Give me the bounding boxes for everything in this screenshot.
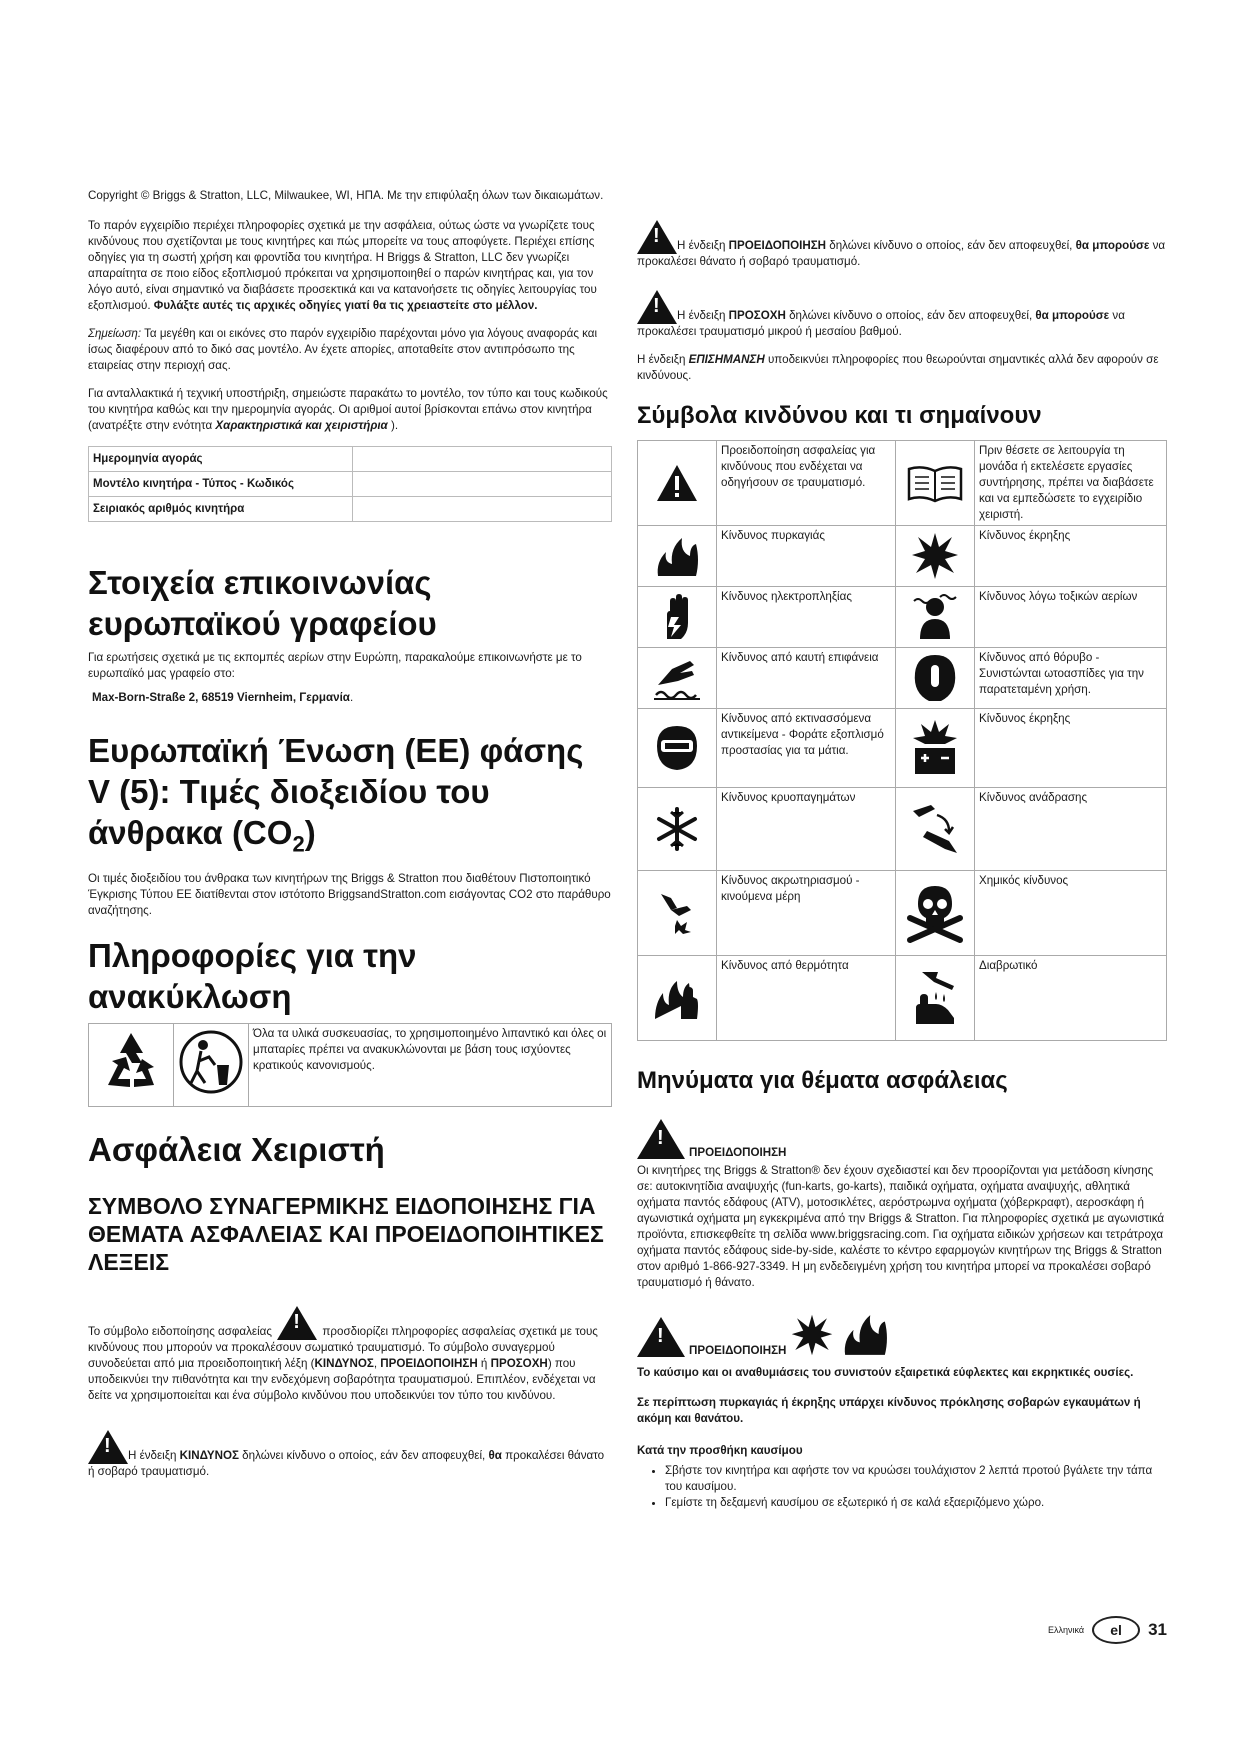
parts-paragraph xyxy=(88,386,612,434)
table-row xyxy=(89,472,612,497)
symbol-text-b: προσδιορίζει πληροφορίες ασφαλείας σχετικά με τους κινδύνους που μπορούν να προκαλέσουν σωματικό τραυματισμό. Το σύμβολο συναγερμού συνοδεύεται από μια προειδοποιητική λέξη ( xyxy=(88,1324,598,1370)
co2-heading xyxy=(88,730,612,865)
fuel-flammable-text: Το καύσιμο και οι αναθυμιάσεις του συνιστούν εξαιρετικά εύφλεκτες και εκρηκτικές ουσίες. xyxy=(637,1366,1134,1379)
explosion-icon xyxy=(790,1313,834,1357)
eye-protection-icon xyxy=(638,709,717,788)
recycling-heading: Πληροφορίες για την ανακύκλωση xyxy=(88,936,417,1015)
info-label: Μοντέλο κινητήρα - Τύπος - Κωδικός xyxy=(89,472,353,497)
hazard-desc: Χημικός κίνδυνος xyxy=(975,871,1167,956)
hazard-symbols-heading: Σύμβολα κινδύνου και τι σημαίνουν xyxy=(637,402,1042,429)
hazard-desc: Κίνδυνος κρυοπαγημάτων xyxy=(717,788,896,871)
eu-contact-heading: Στοιχεία επικοινωνίας ευρωπαϊκού γραφείου xyxy=(88,564,437,642)
list-item: • Σβήστε τον κινητήρα και αφήστε τον να κρυώσει τουλάχιστον 2 λεπτά προτού βγάλετε την τάπα του καυσίμου. xyxy=(665,1463,1167,1495)
hazard-desc: Κίνδυνος ακρωτηριασμού - κινούμενα μέρη xyxy=(717,871,896,956)
notice-word: ΕΠΙΣΗΜΑΝΣΗ xyxy=(688,353,765,366)
danger-mid: δηλώνει κίνδυνο ο οποίος, εάν δεν αποφευχθεί, xyxy=(238,1448,489,1462)
table-row xyxy=(638,788,1167,871)
warning-word: ΠΡΟΕΙΔΟΠΟΙΗΣΗ xyxy=(728,239,827,252)
hazard-desc: Κίνδυνος από θερμότητα xyxy=(717,956,896,1041)
fire-burns-text: Σε περίπτωση πυρκαγιάς ή έκρηξης υπάρχει κίνδυνος πρόκλησης σοβαρών εγκαυμάτων ή ακόμη και θανάτου. xyxy=(637,1396,1141,1425)
warning-definition xyxy=(637,220,1167,270)
co2-subscript: 2 xyxy=(292,831,305,857)
warning-label: ΠΡΟΕΙΔΟΠΟΙΗΣΗ xyxy=(689,1344,787,1357)
signal-caution: ΠΡΟΣΟΧΗ xyxy=(490,1356,548,1370)
operator-safety-heading: Ασφάλεια Χειριστή xyxy=(88,1130,385,1168)
page-footer xyxy=(1048,1616,1167,1644)
fire-icon xyxy=(638,526,717,587)
safety-alert-icon xyxy=(638,441,717,526)
parts-text: Για ανταλλακτικά ή τεχνική υποστήριξη, σημειώστε παρακάτω το μοντέλο, τον τύπο και τους κωδικούς του κινητήρα καθώς και την ημερομηνία αγοράς. Οι αριθμοί αυτοί βρίσκονται επάνω στον κινητήρα (ανατρέξτε στην ενότητα xyxy=(88,387,608,432)
table-row xyxy=(638,441,1167,526)
info-value-field[interactable] xyxy=(353,497,612,522)
symbol-text-a: Το σύμβολο ειδοποίησης ασφαλείας xyxy=(88,1324,272,1338)
hazard-desc: Κίνδυνος ανάδρασης xyxy=(975,788,1167,871)
danger-post: προκαλέσει θάνατο ή σοβαρό τραυματισμό. xyxy=(88,1448,605,1478)
fueling-heading: Κατά την προσθήκη καυσίμου xyxy=(637,1444,803,1457)
table-row xyxy=(89,497,612,522)
caution-mid: δηλώνει κίνδυνο ο οποίος, εάν δεν αποφευχθεί, xyxy=(785,309,1036,322)
co2-heading-close: ) xyxy=(304,814,316,851)
left-column xyxy=(88,188,612,1480)
hazard-desc: Κίνδυνος πυρκαγιάς xyxy=(717,526,896,587)
safety-symbol-paragraph xyxy=(88,1306,612,1404)
warning-text: Οι κινητήρες της Briggs & Stratton® δεν έχουν σχεδιαστεί και δεν προορίζονται για μετάδοση κίνησης σε: αυτοκινητίδια αναψυχής (fun-karts, go-karts), παιδικά οχήματα, οχήματα αναψυχής, αθλητικά οχήματα παντός εδάφους (ATV), μοτοσικλέτες, αερόστρωμνα οχήματα (χόβερκραφτ), αεροσκάφη ή αγωνιστικά οχήματα μη εγκεκριμένα από την Briggs & Stratton. Για πληροφορίες σχετικά με αγωνιστικά προϊόντα, επισκεφθείτε τη σελίδα www.briggsracing.com. Για οχήματα ειδικών χρήσεων και τετράτροχα οχήματα παντός εδάφους side-by-side, καλέστε το κέντρο εφαρμογών κινητήρων της Briggs & Stratton στον αριθμό 1-866-927-3349. Η μη ενδεδειγμένη χρήση του κινητήρα μπορεί να προκαλέσει σοβαρό τραυματισμό ή θάνατο. xyxy=(637,1164,1165,1289)
note-label: Σημείωση: xyxy=(88,327,142,340)
warning-block-1 xyxy=(637,1119,1167,1291)
hazard-desc: Κίνδυνος από θόρυβο - Συνιστώνται ωτοασπίδες για την παρατεταμένη χρήση. xyxy=(975,648,1167,709)
note-text: Τα μεγέθη και οι εικόνες στο παρόν εγχειρίδιο παρέχονται μόνο για λόγους αναφοράς και ίσως διαφέρουν από το δικό σας μοντέλο. Αν έχετε απορίες, αποταθείτε στον αντιπρόσωπο της εταιρείας στην περιοχή σας. xyxy=(88,327,598,372)
caution-could: θα μπορούσε xyxy=(1035,309,1110,322)
danger-pre: Η ένδειξη xyxy=(128,1448,180,1462)
chemical-skull-icon xyxy=(896,871,975,956)
caution-alert-icon xyxy=(637,290,677,324)
info-value-field[interactable] xyxy=(353,447,612,472)
note-paragraph xyxy=(88,326,612,374)
eu-contact-text: Για ερωτήσεις σχετικά με τις εκπομπές αερίων στην Ευρώπη, παρακαλούμε επικοινωνήστε με το ευρωπαϊκό μας γραφείο στο: xyxy=(88,651,582,680)
danger-definition xyxy=(88,1430,612,1480)
noise-ear-protection-icon xyxy=(896,648,975,709)
notice-pre: Η ένδειξη xyxy=(637,353,689,366)
recycling-table xyxy=(88,1023,612,1107)
hazard-desc: Κίνδυνος έκρηξης xyxy=(975,526,1167,587)
warning-alert-icon xyxy=(637,1119,685,1159)
eu-address-end: . xyxy=(349,691,354,704)
battery-explosion-icon xyxy=(896,709,975,788)
signal-danger: ΚΙΝΔΥΝΟΣ xyxy=(314,1356,374,1370)
danger-word: ΚΙΝΔΥΝΟΣ xyxy=(179,1448,239,1462)
intro-paragraph xyxy=(88,218,612,314)
fueling-list xyxy=(637,1463,1167,1511)
warning-block-2 xyxy=(637,1311,1167,1427)
engine-info-table xyxy=(88,446,612,522)
safety-alert-icon xyxy=(277,1306,317,1340)
copyright: Copyright © Briggs & Stratton, LLC, Milwaukee, WI, ΗΠΑ. Με την επιφύλαξη όλων των δικαιωμάτων. xyxy=(88,189,604,202)
hazard-desc: Κίνδυνος έκρηξης xyxy=(975,709,1167,788)
recycling-text: Όλα τα υλικά συσκευασίας, το χρησιμοποιημένο λιπαντικό και όλες οι μπαταρίες πρέπει να ανακυκλώνονται με βάση τους ισχύοντες κρατικούς κανονισμούς. xyxy=(249,1023,612,1106)
danger-will: θα xyxy=(488,1448,502,1462)
electric-shock-icon xyxy=(638,587,717,648)
warning-pre: Η ένδειξη xyxy=(677,239,729,252)
hazard-desc: Κίνδυνος από εκτινασσόμενα αντικείμενα - Φοράτε εξοπλισμό προστασίας για τα μάτια. xyxy=(717,709,896,788)
hazard-desc: Προειδοποίηση ασφαλείας για κινδύνους που ενδέχεται να οδηγήσουν σε τραυματισμό. xyxy=(717,441,896,526)
eu-address: Max-Born-Straße 2, 68519 Viernheim, Γερμανία xyxy=(92,691,350,704)
signal-sep-2: ή xyxy=(477,1356,491,1370)
caution-pre: Η ένδειξη xyxy=(677,309,729,322)
table-row xyxy=(89,447,612,472)
fire-icon xyxy=(838,1311,892,1357)
hazard-desc: Κίνδυνος λόγω τοξικών αερίων xyxy=(975,587,1167,648)
hazard-desc: Διαβρωτικό xyxy=(975,956,1167,1041)
right-column xyxy=(637,220,1167,1511)
hazard-symbols-table xyxy=(637,440,1167,1041)
explosion-icon xyxy=(896,526,975,587)
info-label: Σειριακός αριθμός κινητήρα xyxy=(89,497,353,522)
toxic-gas-icon xyxy=(896,587,975,648)
signal-sep-1: , xyxy=(373,1356,381,1370)
notice-post: υποδεικνύει πληροφορίες που θεωρούνται σημαντικές αλλά δεν αφορούν σε κινδύνους. xyxy=(637,353,1159,382)
notice-definition xyxy=(637,352,1167,384)
amputation-icon xyxy=(638,871,717,956)
table-row xyxy=(638,648,1167,709)
intro-keep-instructions: Φυλάξτε αυτές τις αρχικές οδηγίες γιατί θα τις χρειαστείτε στο μέλλον. xyxy=(153,299,538,312)
parts-end: ). xyxy=(390,419,399,432)
hazard-desc: Κίνδυνος ηλεκτροπληξίας xyxy=(717,587,896,648)
caution-post: να προκαλέσει τραυματισμό μικρού ή μεσαίου βαθμού. xyxy=(637,309,1125,338)
warning-label: ΠΡΟΕΙΔΟΠΟΙΗΣΗ xyxy=(689,1146,787,1159)
table-row xyxy=(89,1023,612,1106)
warning-alert-icon xyxy=(637,1317,685,1357)
tidyman-icon xyxy=(174,1023,249,1106)
frostbite-icon xyxy=(638,788,717,871)
eu-address-line xyxy=(88,690,612,706)
caution-word: ΠΡΟΣΟΧΗ xyxy=(728,309,786,322)
table-row xyxy=(638,956,1167,1041)
safety-messages-heading: Μηνύματα για θέματα ασφάλειας xyxy=(637,1067,1008,1094)
page-number: 31 xyxy=(1148,1620,1167,1639)
hazard-desc: Πριν θέσετε σε λειτουργία τη μονάδα ή εκτελέσετε εργασίες συντήρησης, πρέπει να διαβάσετε και να εμπεδώσετε το εγχειρίδιο χειριστή. xyxy=(975,441,1167,526)
caution-definition xyxy=(637,290,1167,340)
symbol-text-c: ) που υποδεικνύει την πιθανότητα και την ενδεχόμενη σοβαρότητα τραυματισμού. Επιπλέον, ενδέχεται να δείτε να χρησιμοποιείται και ένα σύμβολο κινδύνου που υποδεικνύει τον τύπο του κινδύνου. xyxy=(88,1356,596,1402)
hot-surface-icon xyxy=(638,648,717,709)
table-row xyxy=(638,526,1167,587)
hazard-desc: Κίνδυνος από καυτή επιφάνεια xyxy=(717,648,896,709)
warning-post: να προκαλέσει θάνατο ή σοβαρό τραυματισμό. xyxy=(637,239,1166,268)
table-row xyxy=(638,709,1167,788)
warning-alert-icon xyxy=(637,220,677,254)
info-label: Ημερομηνία αγοράς xyxy=(89,447,353,472)
table-row xyxy=(638,871,1167,956)
footer-language: Ελληνικά xyxy=(1047,1625,1085,1635)
signal-warning: ΠΡΟΕΙΔΟΠΟΙΗΣΗ xyxy=(380,1356,478,1370)
manual-book-icon xyxy=(896,441,975,526)
warning-could: θα μπορούσε xyxy=(1075,239,1150,252)
table-row xyxy=(638,587,1167,648)
warning-mid: δηλώνει κίνδυνο ο οποίος, εάν δεν αποφευχθεί, xyxy=(826,239,1076,252)
list-item: • Γεμίστε τη δεξαμενή καυσίμου σε εξωτερικό ή σε καλά εξαεριζόμενο χώρο. xyxy=(665,1495,1167,1511)
language-code-badge: el xyxy=(1092,1616,1140,1644)
heat-icon xyxy=(638,956,717,1041)
co2-text: Οι τιμές διοξειδίου του άνθρακα των κινητήρων της Briggs & Stratton που διαθέτουν Πιστοποιητικό Έγκρισης Τύπου ΕΕ διατίθενται στον ιστότοπο BriggsandStratton.com εισάγοντας CO2 στο παράθυρο αναζήτησης. xyxy=(88,871,611,917)
danger-alert-icon xyxy=(88,1430,128,1464)
kickback-icon xyxy=(896,788,975,871)
parts-section-link[interactable]: Χαρακτηριστικά και χειριστήρια xyxy=(215,419,388,432)
co2-heading-text: Ευρωπαϊκή Ένωση (ΕΕ) φάσης V (5): Τιμές διοξειδίου του άνθρακα (CO xyxy=(88,732,584,851)
recycle-icon xyxy=(89,1023,174,1106)
corrosive-icon xyxy=(896,956,975,1041)
info-value-field[interactable] xyxy=(353,472,612,497)
signal-words-heading: ΣΥΜΒΟΛΟ ΣΥΝΑΓΕΡΜΙΚΗΣ ΕΙΔΟΠΟΙΗΣΗΣ ΓΙΑ ΘΕΜΑΤΑ ΑΣΦΑΛΕΙΑΣ ΚΑΙ ΠΡΟΕΙΔΟΠΟΙΗΤΙΚΕΣ ΛΕΞΕΙΣ xyxy=(88,1192,604,1275)
intro-text: Το παρόν εγχειρίδιο περιέχει πληροφορίες σχετικά με την ασφάλεια, ούτως ώστε να γνωρίζετε τους κινδύνους που σχετίζονται με τους κινητήρες και πώς μπορείτε να τους αποφύγετε. Περιέχει επίσης οδηγίες για τη σωστή χρήση και φροντίδα του κινητήρα. Η Briggs & Stratton, LLC δεν γνωρίζει απαραίτητα σε ποιο είδος εξοπλισμού πρόκειται να χρησιμοποιηθεί ο παρών κινητήρας και, για τον λόγο αυτό, είναι σημαντικό να διαβάσετε προσεκτικά και να κατανοήσετε τις οδηγίες λειτουργίας του εξοπλισμού. xyxy=(88,219,597,312)
